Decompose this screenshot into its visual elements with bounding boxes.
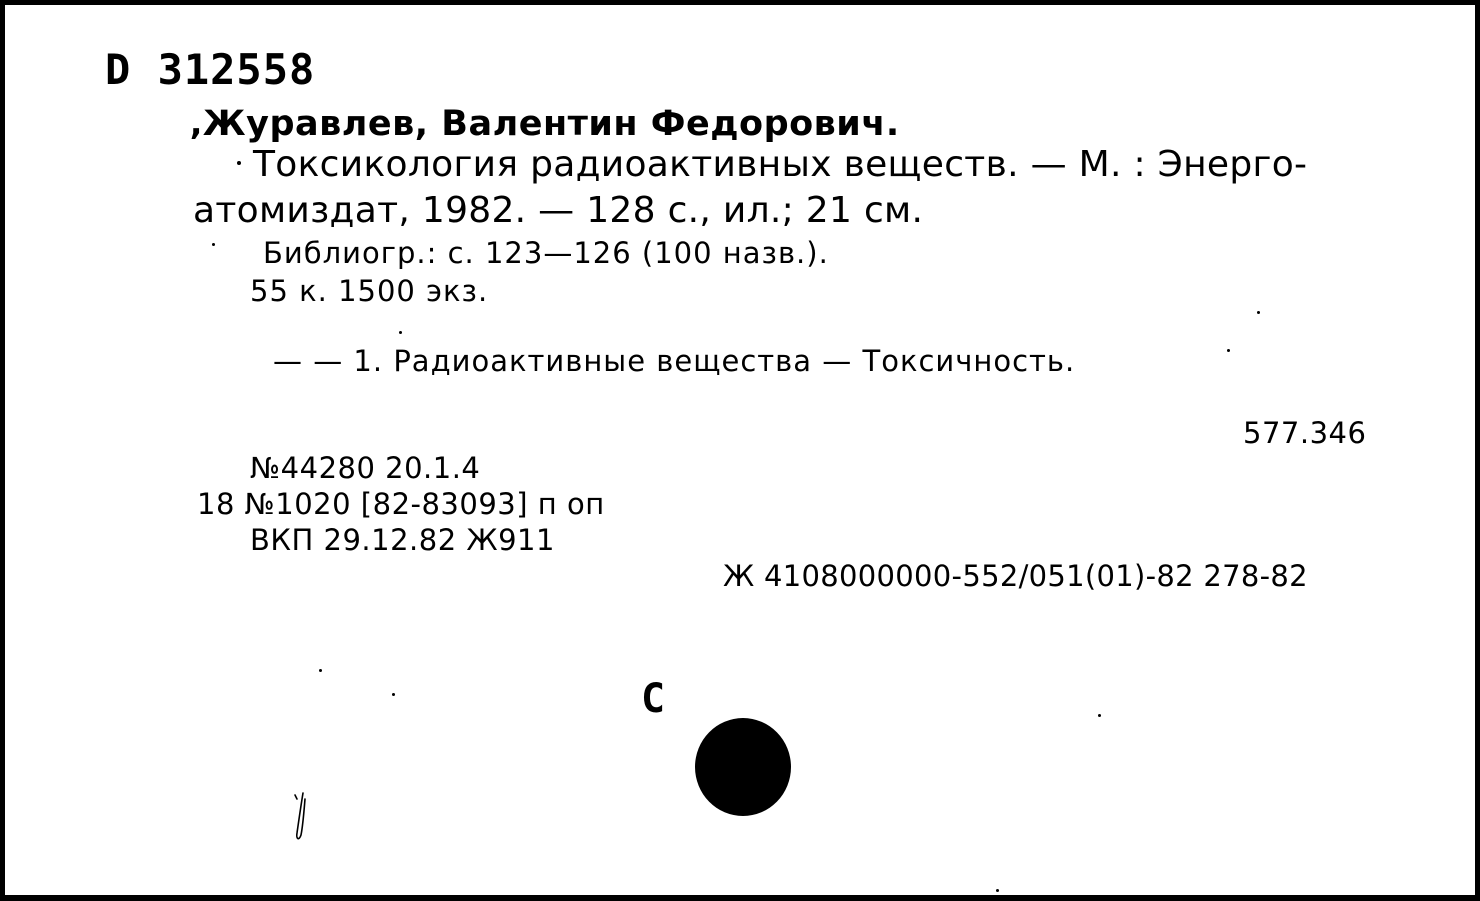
ink-speck: [996, 889, 999, 892]
card-mark: С: [641, 676, 666, 722]
publisher-code: Ж 4108000000-552/051(01)-82 278-82: [723, 559, 1308, 593]
registry-line-2: 18 №1020 [82-83093] п оп: [197, 487, 605, 521]
ink-speck: [319, 669, 322, 672]
ink-speck: [237, 161, 241, 165]
punch-hole: [695, 718, 791, 816]
title-line-1: Токсикология радиоактивных веществ. — М. : Энерго-: [253, 144, 1308, 185]
ink-speck: [392, 693, 395, 696]
ink-speck: [1257, 311, 1260, 314]
ink-speck: [1098, 714, 1101, 717]
registry-line-3: ВКП 29.12.82 Ж911: [250, 523, 555, 557]
registry-line-1: №44280 20.1.4: [250, 451, 481, 485]
ink-speck: [399, 331, 402, 334]
bibliography-note: Библиогр.: с. 123—126 (100 назв.).: [263, 236, 829, 270]
ink-speck: [1476, 247, 1479, 250]
udc-classification: 577.346: [1243, 416, 1367, 450]
title-line-2: атомиздат, 1982. — 128 с., ил.; 21 см.: [193, 190, 924, 231]
subject-heading: — — 1. Радиоактивные вещества — Токсичность.: [273, 344, 1076, 378]
price-and-print-run: 55 к. 1500 экз.: [250, 274, 489, 308]
ink-speck: [1227, 349, 1230, 352]
pencil-scribble: [289, 789, 313, 845]
author-heading: ‚Журавлев, Валентин Федорович.: [189, 104, 900, 144]
call-number: D 312558: [105, 45, 316, 94]
ink-speck: [212, 243, 215, 246]
